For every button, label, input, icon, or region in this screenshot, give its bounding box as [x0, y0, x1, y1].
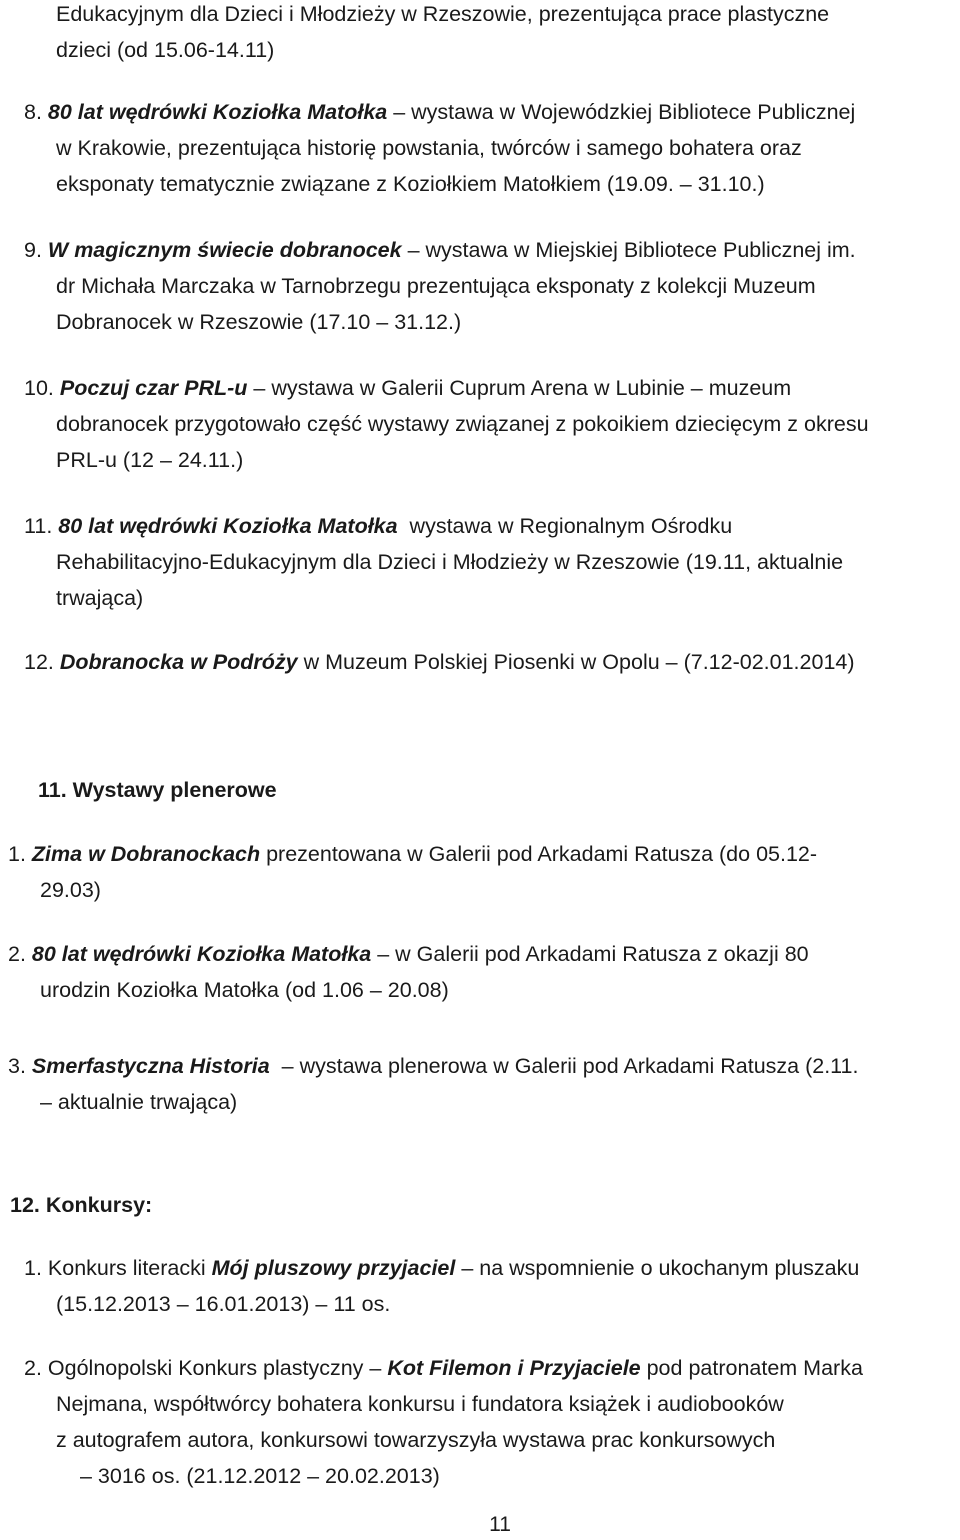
exhibition-item-8: 8. 80 lat wędrówki Koziołka Matołka – wystawa w Wojewódzkiej Bibliotece Publicznej — [24, 100, 856, 124]
item-number: 8. — [24, 100, 42, 124]
exhibition-title: W magicznym świecie dobranocek — [47, 238, 402, 262]
outdoor-item-3-continuation: – aktualnie trwająca) — [40, 1090, 238, 1114]
page-number: 11 — [489, 1513, 511, 1536]
exhibition-title: Zima w Dobranockach — [31, 842, 261, 866]
section-heading-outdoor-exhibitions: 11. Wystawy plenerowe — [38, 778, 277, 802]
exhibition-title: 80 lat wędrówki Koziołka Matołka — [47, 100, 388, 124]
item-number: 1. — [8, 842, 26, 866]
outdoor-item-2: 2. 80 lat wędrówki Koziołka Matołka – w Galerii pod Arkadami Ratusza z okazji 80 — [8, 942, 809, 966]
exhibition-item-9: 9. W magicznym świecie dobranocek – wystawa w Miejskiej Bibliotece Publicznej im. — [24, 238, 856, 262]
item-number: 9. — [24, 238, 42, 262]
exhibition-title: Dobranocka w Podróży — [59, 650, 298, 674]
exhibition-item-10: 10. Poczuj czar PRL-u – wystawa w Galerii Cuprum Arena w Lubinie – muzeum — [24, 376, 792, 400]
outdoor-item-1: 1. Zima w Dobranockach prezentowana w Galerii pod Arkadami Ratusza (do 05.12- — [8, 842, 818, 866]
exhibition-item-11: 11. 80 lat wędrówki Koziołka Matołka wystawa w Regionalnym Ośrodku — [24, 514, 733, 538]
section-heading-competitions: 12. Konkursy: — [10, 1193, 153, 1217]
competition-item-2: 2. Ogólnopolski Konkurs plastyczny – Kot Filemon i Przyjaciele pod patronatem Marka — [24, 1356, 863, 1380]
exhibition-item-8-continuation: w Krakowie, prezentująca historię powstania, twórców i samego bohatera oraz eksponaty tematycznie związane z Koziołkiem Matołkiem (19.09. – 31.10.) — [56, 136, 802, 196]
outdoor-item-2-continuation: urodzin Koziołka Matołka (od 1.06 – 20.08) — [40, 978, 449, 1002]
outdoor-item-1-continuation: 29.03) — [40, 878, 101, 902]
competition-title: Mój pluszowy przyjaciel — [211, 1256, 456, 1280]
item-number: 2. — [24, 1356, 42, 1380]
exhibition-item-12: 12. Dobranocka w Podróży w Muzeum Polskiej Piosenki w Opolu – (7.12-02.01.2014) — [24, 650, 855, 674]
competition-title: Kot Filemon i Przyjaciele — [387, 1356, 641, 1380]
outdoor-item-3: 3. Smerfastyczna Historia – wystawa plenerowa w Galerii pod Arkadami Ratusza (2.11. — [8, 1054, 859, 1078]
exhibition-title: 80 lat wędrówki Koziołka Matołka — [58, 514, 398, 538]
competition-item-1-continuation: (15.12.2013 – 16.01.2013) – 11 os. — [56, 1292, 391, 1316]
item-number: 2. — [8, 942, 26, 966]
competition-item-1: 1. Konkurs literacki Mój pluszowy przyjaciel – na wspomnienie o ukochanym pluszaku — [24, 1256, 860, 1280]
exhibition-title: Smerfastyczna Historia — [31, 1054, 270, 1078]
item-number: 1. — [24, 1256, 42, 1280]
exhibition-title: 80 lat wędrówki Koziołka Matołka — [31, 942, 372, 966]
exhibition-title: Poczuj czar PRL-u — [59, 376, 248, 400]
item-number: 3. — [8, 1054, 26, 1078]
previous-item-continuation: Edukacyjnym dla Dzieci i Młodzieży w Rzeszowie, prezentująca prace plastyczne dzieci (od 15.06-14.11) — [56, 2, 830, 62]
item-number: 11. — [24, 514, 53, 538]
exhibition-item-9-continuation: dr Michała Marczaka w Tarnobrzegu prezentująca eksponaty z kolekcji Muzeum Dobranocek w Rzeszowie (17.10 – 31.12.) — [56, 274, 816, 334]
item-number: 10. — [24, 376, 54, 400]
exhibition-item-11-continuation: Rehabilitacyjno-Edukacyjnym dla Dzieci i Młodzieży w Rzeszowie (19.11, aktualnie trwająca) — [56, 550, 844, 610]
item-number: 12. — [24, 650, 54, 674]
competition-item-2-continuation: Nejmana, współtwórcy bohatera konkursu i fundatora książek i audiobooków z autografem autora, konkursowi towarzyszyła wystawa prac konkursowych – 3016 os. (21.12.2012 – 20.02.2013) — [56, 1392, 784, 1488]
exhibition-item-10-continuation: dobranocek przygotowało część wystawy związanej z pokoikiem dziecięcym z okresu PRL-u (12 – 24.11.) — [56, 412, 869, 472]
